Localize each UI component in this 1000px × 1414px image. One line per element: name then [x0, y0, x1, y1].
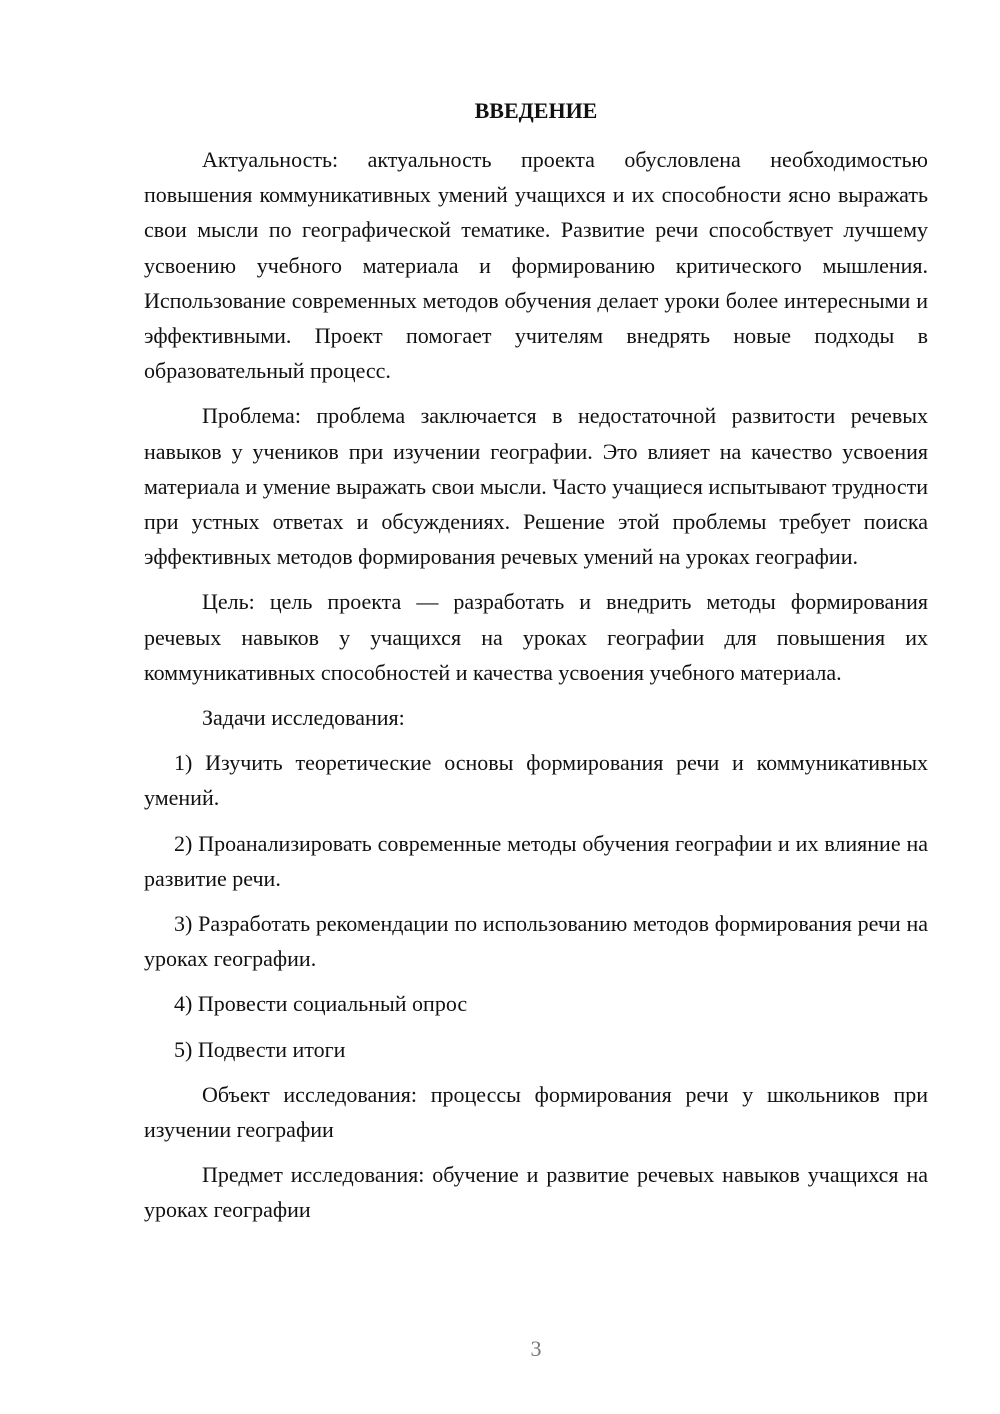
page-title: ВВЕДЕНИЕ: [474, 98, 598, 123]
tasks-heading: Задачи исследования:: [202, 705, 405, 731]
task-item: 4) Провести социальный опрос: [174, 991, 468, 1017]
goal-paragraph: Цель: цель проекта — разработать и внедрить методы формирования речевых навыков у учащихся на уроках географии для повышения их коммуникативных способностей и качества усвоения учебного материала.: [144, 589, 928, 685]
problem-paragraph: Проблема: проблема заключается в недостаточной развитости речевых навыков у учеников при изучении географии. Это влияет на качество усвоения материала и умение выражать свои мысли. Часто учащиеся испытывают трудности при устных ответах и обсуждениях. Решение этой проблемы требует поиска эффективных методов формирования речевых умений на уроках географии.: [144, 403, 928, 570]
document-body: [144, 142, 928, 1238]
object-paragraph: Объект исследования: процессы формирования речи у школьников при изучении географии: [144, 1081, 928, 1143]
task-item: 5) Подвести итоги: [174, 1036, 346, 1062]
page-number: 3: [530, 1336, 542, 1361]
task-item: 2) Проанализировать современные методы обучения географии и их влияние на развитие речи.: [144, 830, 928, 891]
task-item: 1) Изучить теоретические основы формирования речи и коммуникативных умений.: [144, 750, 928, 811]
relevance-paragraph: Актуальность: актуальность проекта обусловлена необходимостью повышения коммуникативных умений учащихся и их способности ясно выражать свои мысли по географической тематике. Развитие речи способствует лучшему усвоению учебного материала и формированию критического мышления. Использование современных методов обучения делает уроки более интересными и эффективными. Проект помогает учителям внедрять новые подходы в образовательный процесс.: [144, 147, 928, 384]
subject-paragraph: Предмет исследования: обучение и развитие речевых навыков учащихся на уроках географии: [144, 1162, 928, 1223]
task-item: 3) Разработать рекомендации по использованию методов формирования речи на уроках географии.: [144, 911, 928, 972]
